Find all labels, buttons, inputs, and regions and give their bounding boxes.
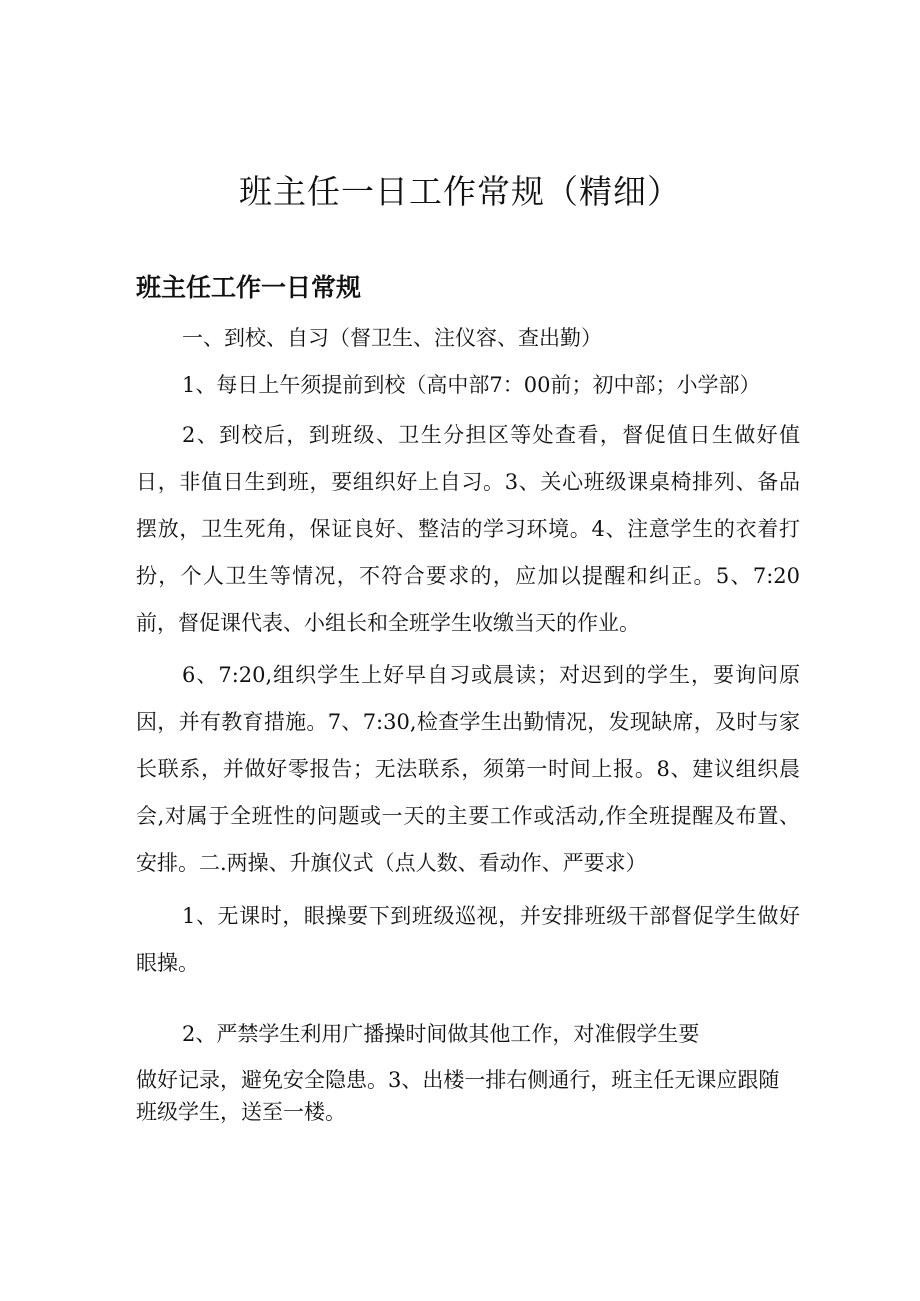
- paragraph-continuation-1: 做好记录，避免安全隐患。3、出楼一排右侧通行，班主任无课应跟随: [136, 1068, 780, 1092]
- paragraph-block-1: 2、到校后，到班级、卫生分担区等处查看，督促值日生做好值日，非值日生到班，要组织好上自习。3、关心班级课桌椅排列、备品摆放，卫生死角，保证良好、整洁的学习环境。4、注意学生的衣着打扮，个人卫生等情况，不符合要求的，应加以提醒和纠正。5、7:20前，督促课代表、小组长和全班学生收缴当天的作业。: [136, 423, 800, 635]
- paragraph-block-2: 6、7:20,组织学生上好早自习或晨读；对迟到的学生，要询问原因，并有教育措施。7、7:30,检查学生出勤情况，发现缺席，及时与家长联系，并做好零报告；无法联系，须第一时间上报。8、建议组织晨会,对属于全班性的问题或一天的主要工作或活动,作全班提醒及布置、安排。二.两操、升旗仪式（点人数、看动作、严要求）: [136, 663, 800, 875]
- section-heading: 班主任工作一日常规: [136, 273, 362, 302]
- subsection-heading: 一、到校、自习（督卫生、注仪容、查出勤）: [182, 326, 602, 350]
- paragraph-continuation-2: 班级学生，送至一楼。: [136, 1100, 346, 1124]
- paragraph-item-1: 1、每日上午须提前到校（高中部7：00前；初中部；小学部）: [182, 373, 761, 397]
- paragraph-block-3: 1、无课时，眼操要下到班级巡视，并安排班级干部督促学生做好眼操。: [136, 904, 800, 975]
- document-title: 班主任一日工作常规（精细）: [239, 172, 681, 211]
- paragraph-item-2: 2、严禁学生利用广播操时间做其他工作，对准假学生要: [182, 1022, 700, 1046]
